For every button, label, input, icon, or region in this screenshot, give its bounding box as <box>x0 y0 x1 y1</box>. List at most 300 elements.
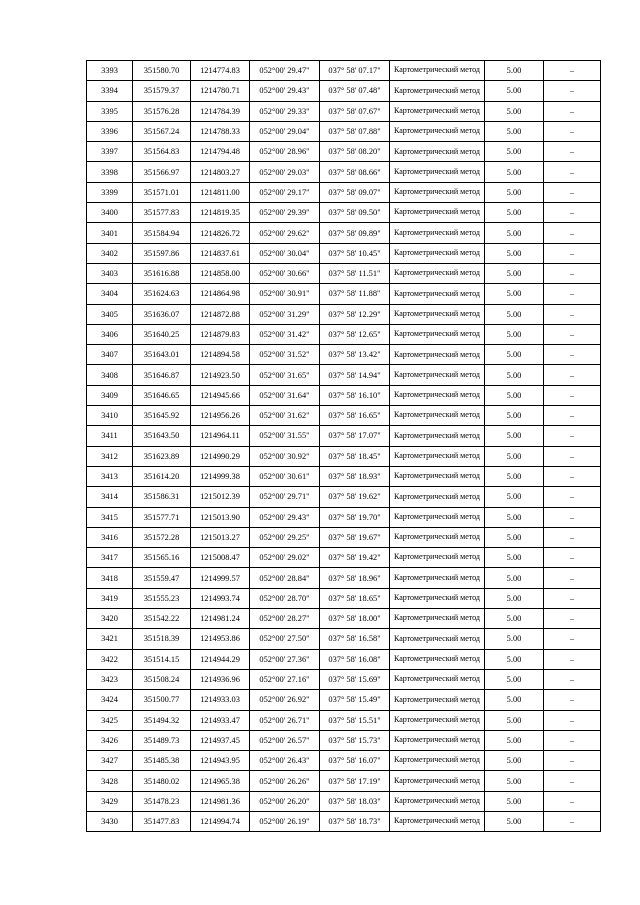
accuracy-cell: 5.00 <box>485 162 544 182</box>
table-row <box>87 304 601 324</box>
y-coordinate-cell: 1215013.27 <box>191 527 250 547</box>
accuracy-cell: 5.00 <box>485 304 544 324</box>
x-coordinate-cell: 351571.01 <box>133 182 191 202</box>
latitude-cell: 052°00' 29.43" <box>250 507 320 527</box>
longitude-cell: 037° 58' 07.67" <box>320 101 390 121</box>
x-coordinate-cell: 351597.86 <box>133 243 191 263</box>
y-coordinate-cell: 1214879.83 <box>191 324 250 344</box>
longitude-cell: 037° 58' 16.07" <box>320 751 390 771</box>
table-row <box>87 81 601 101</box>
note-cell: – <box>544 669 601 689</box>
latitude-cell: 052°00' 31.55" <box>250 426 320 446</box>
x-coordinate-cell: 351586.31 <box>133 487 191 507</box>
method-cell: Картометрический метод <box>390 263 485 283</box>
table-row <box>87 649 601 669</box>
latitude-cell: 052°00' 28.27" <box>250 609 320 629</box>
table-row <box>87 345 601 365</box>
latitude-cell: 052°00' 26.26" <box>250 771 320 791</box>
accuracy-cell: 5.00 <box>485 243 544 263</box>
accuracy-cell: 5.00 <box>485 609 544 629</box>
point-number-cell: 3396 <box>87 121 133 141</box>
accuracy-cell: 5.00 <box>485 263 544 283</box>
note-cell: – <box>544 548 601 568</box>
note-cell: – <box>544 527 601 547</box>
y-coordinate-cell: 1214933.47 <box>191 710 250 730</box>
longitude-cell: 037° 58' 17.07" <box>320 426 390 446</box>
note-cell: – <box>544 385 601 405</box>
x-coordinate-cell: 351508.24 <box>133 669 191 689</box>
y-coordinate-cell: 1214999.57 <box>191 568 250 588</box>
x-coordinate-cell: 351614.20 <box>133 466 191 486</box>
table-row <box>87 142 601 162</box>
note-cell: – <box>544 101 601 121</box>
point-number-cell: 3429 <box>87 791 133 811</box>
table-row <box>87 263 601 283</box>
y-coordinate-cell: 1214794.48 <box>191 142 250 162</box>
point-number-cell: 3394 <box>87 81 133 101</box>
y-coordinate-cell: 1214936.96 <box>191 669 250 689</box>
accuracy-cell: 5.00 <box>485 121 544 141</box>
x-coordinate-cell: 351643.50 <box>133 426 191 446</box>
x-coordinate-cell: 351542.22 <box>133 609 191 629</box>
note-cell: – <box>544 629 601 649</box>
accuracy-cell: 5.00 <box>485 791 544 811</box>
note-cell: – <box>544 142 601 162</box>
note-cell: – <box>544 487 601 507</box>
note-cell: – <box>544 609 601 629</box>
note-cell: – <box>544 791 601 811</box>
note-cell: – <box>544 507 601 527</box>
longitude-cell: 037° 58' 09.50" <box>320 203 390 223</box>
method-cell: Картометрический метод <box>390 710 485 730</box>
table-row <box>87 182 601 202</box>
longitude-cell: 037° 58' 16.10" <box>320 385 390 405</box>
note-cell: – <box>544 345 601 365</box>
table-row <box>87 426 601 446</box>
longitude-cell: 037° 58' 12.29" <box>320 304 390 324</box>
latitude-cell: 052°00' 26.92" <box>250 690 320 710</box>
y-coordinate-cell: 1214837.61 <box>191 243 250 263</box>
table-row <box>87 243 601 263</box>
table-row <box>87 365 601 385</box>
note-cell: – <box>544 588 601 608</box>
note-cell: – <box>544 466 601 486</box>
latitude-cell: 052°00' 27.50" <box>250 629 320 649</box>
method-cell: Картометрический метод <box>390 487 485 507</box>
latitude-cell: 052°00' 27.16" <box>250 669 320 689</box>
accuracy-cell: 5.00 <box>485 101 544 121</box>
x-coordinate-cell: 351485.38 <box>133 751 191 771</box>
y-coordinate-cell: 1214788.33 <box>191 121 250 141</box>
table-row <box>87 588 601 608</box>
longitude-cell: 037° 58' 15.51" <box>320 710 390 730</box>
point-number-cell: 3424 <box>87 690 133 710</box>
longitude-cell: 037° 58' 15.49" <box>320 690 390 710</box>
method-cell: Картометрический метод <box>390 243 485 263</box>
accuracy-cell: 5.00 <box>485 324 544 344</box>
latitude-cell: 052°00' 27.36" <box>250 649 320 669</box>
accuracy-cell: 5.00 <box>485 203 544 223</box>
table-row <box>87 487 601 507</box>
note-cell: – <box>544 121 601 141</box>
y-coordinate-cell: 1214826.72 <box>191 223 250 243</box>
longitude-cell: 037° 58' 18.03" <box>320 791 390 811</box>
y-coordinate-cell: 1215013.90 <box>191 507 250 527</box>
y-coordinate-cell: 1214999.38 <box>191 466 250 486</box>
y-coordinate-cell: 1214780.71 <box>191 81 250 101</box>
table-body <box>87 61 601 832</box>
point-number-cell: 3414 <box>87 487 133 507</box>
accuracy-cell: 5.00 <box>485 548 544 568</box>
table-row <box>87 466 601 486</box>
point-number-cell: 3419 <box>87 588 133 608</box>
table-row <box>87 385 601 405</box>
accuracy-cell: 5.00 <box>485 81 544 101</box>
longitude-cell: 037° 58' 15.69" <box>320 669 390 689</box>
latitude-cell: 052°00' 29.43" <box>250 81 320 101</box>
accuracy-cell: 5.00 <box>485 527 544 547</box>
note-cell: – <box>544 223 601 243</box>
x-coordinate-cell: 351478.23 <box>133 791 191 811</box>
method-cell: Картометрический метод <box>390 121 485 141</box>
x-coordinate-cell: 351565.16 <box>133 548 191 568</box>
note-cell: – <box>544 243 601 263</box>
x-coordinate-cell: 351577.83 <box>133 203 191 223</box>
table-row <box>87 548 601 568</box>
point-number-cell: 3397 <box>87 142 133 162</box>
longitude-cell: 037° 58' 18.96" <box>320 568 390 588</box>
point-number-cell: 3407 <box>87 345 133 365</box>
method-cell: Картометрический метод <box>390 162 485 182</box>
table-row <box>87 121 601 141</box>
coordinates-table <box>86 60 601 832</box>
x-coordinate-cell: 351564.83 <box>133 142 191 162</box>
accuracy-cell: 5.00 <box>485 669 544 689</box>
note-cell: – <box>544 203 601 223</box>
accuracy-cell: 5.00 <box>485 426 544 446</box>
point-number-cell: 3406 <box>87 324 133 344</box>
point-number-cell: 3393 <box>87 61 133 81</box>
longitude-cell: 037° 58' 13.42" <box>320 345 390 365</box>
x-coordinate-cell: 351624.63 <box>133 284 191 304</box>
latitude-cell: 052°00' 28.70" <box>250 588 320 608</box>
y-coordinate-cell: 1214990.29 <box>191 446 250 466</box>
y-coordinate-cell: 1214872.88 <box>191 304 250 324</box>
longitude-cell: 037° 58' 11.51" <box>320 263 390 283</box>
method-cell: Картометрический метод <box>390 182 485 202</box>
y-coordinate-cell: 1214964.11 <box>191 426 250 446</box>
longitude-cell: 037° 58' 19.67" <box>320 527 390 547</box>
y-coordinate-cell: 1215008.47 <box>191 548 250 568</box>
y-coordinate-cell: 1214953.86 <box>191 629 250 649</box>
y-coordinate-cell: 1214803.27 <box>191 162 250 182</box>
method-cell: Картометрический метод <box>390 811 485 831</box>
point-number-cell: 3401 <box>87 223 133 243</box>
accuracy-cell: 5.00 <box>485 771 544 791</box>
x-coordinate-cell: 351623.89 <box>133 446 191 466</box>
table-row <box>87 101 601 121</box>
point-number-cell: 3400 <box>87 203 133 223</box>
note-cell: – <box>544 446 601 466</box>
longitude-cell: 037° 58' 07.17" <box>320 61 390 81</box>
point-number-cell: 3418 <box>87 568 133 588</box>
latitude-cell: 052°00' 29.62" <box>250 223 320 243</box>
point-number-cell: 3425 <box>87 710 133 730</box>
method-cell: Картометрический метод <box>390 751 485 771</box>
method-cell: Картометрический метод <box>390 61 485 81</box>
y-coordinate-cell: 1214819.35 <box>191 203 250 223</box>
y-coordinate-cell: 1214944.29 <box>191 649 250 669</box>
table-row <box>87 446 601 466</box>
note-cell: – <box>544 811 601 831</box>
point-number-cell: 3428 <box>87 771 133 791</box>
y-coordinate-cell: 1214894.58 <box>191 345 250 365</box>
method-cell: Картометрический метод <box>390 548 485 568</box>
latitude-cell: 052°00' 31.52" <box>250 345 320 365</box>
latitude-cell: 052°00' 30.92" <box>250 446 320 466</box>
longitude-cell: 037° 58' 14.94" <box>320 365 390 385</box>
point-number-cell: 3395 <box>87 101 133 121</box>
x-coordinate-cell: 351584.94 <box>133 223 191 243</box>
latitude-cell: 052°00' 29.71" <box>250 487 320 507</box>
method-cell: Картометрический метод <box>390 446 485 466</box>
note-cell: – <box>544 182 601 202</box>
method-cell: Картометрический метод <box>390 669 485 689</box>
x-coordinate-cell: 351616.88 <box>133 263 191 283</box>
accuracy-cell: 5.00 <box>485 649 544 669</box>
y-coordinate-cell: 1214945.66 <box>191 385 250 405</box>
accuracy-cell: 5.00 <box>485 406 544 426</box>
point-number-cell: 3416 <box>87 527 133 547</box>
longitude-cell: 037° 58' 17.19" <box>320 771 390 791</box>
note-cell: – <box>544 649 601 669</box>
note-cell: – <box>544 284 601 304</box>
x-coordinate-cell: 351477.83 <box>133 811 191 831</box>
method-cell: Картометрический метод <box>390 324 485 344</box>
note-cell: – <box>544 568 601 588</box>
table-row <box>87 324 601 344</box>
method-cell: Картометрический метод <box>390 791 485 811</box>
y-coordinate-cell: 1214965.38 <box>191 771 250 791</box>
latitude-cell: 052°00' 31.65" <box>250 365 320 385</box>
method-cell: Картометрический метод <box>390 771 485 791</box>
point-number-cell: 3412 <box>87 446 133 466</box>
point-number-cell: 3420 <box>87 609 133 629</box>
point-number-cell: 3399 <box>87 182 133 202</box>
document-page <box>86 60 600 832</box>
latitude-cell: 052°00' 26.19" <box>250 811 320 831</box>
accuracy-cell: 5.00 <box>485 811 544 831</box>
note-cell: – <box>544 751 601 771</box>
note-cell: – <box>544 304 601 324</box>
point-number-cell: 3403 <box>87 263 133 283</box>
method-cell: Картометрический метод <box>390 629 485 649</box>
longitude-cell: 037° 58' 16.65" <box>320 406 390 426</box>
latitude-cell: 052°00' 26.57" <box>250 730 320 750</box>
x-coordinate-cell: 351646.65 <box>133 385 191 405</box>
method-cell: Картометрический метод <box>390 426 485 446</box>
longitude-cell: 037° 58' 18.00" <box>320 609 390 629</box>
longitude-cell: 037° 58' 18.45" <box>320 446 390 466</box>
point-number-cell: 3398 <box>87 162 133 182</box>
accuracy-cell: 5.00 <box>485 223 544 243</box>
x-coordinate-cell: 351489.73 <box>133 730 191 750</box>
method-cell: Картометрический метод <box>390 588 485 608</box>
y-coordinate-cell: 1214933.03 <box>191 690 250 710</box>
table-row <box>87 811 601 831</box>
longitude-cell: 037° 58' 19.70" <box>320 507 390 527</box>
latitude-cell: 052°00' 26.43" <box>250 751 320 771</box>
point-number-cell: 3405 <box>87 304 133 324</box>
x-coordinate-cell: 351580.70 <box>133 61 191 81</box>
x-coordinate-cell: 351643.01 <box>133 345 191 365</box>
accuracy-cell: 5.00 <box>485 507 544 527</box>
table-row <box>87 284 601 304</box>
method-cell: Картометрический метод <box>390 203 485 223</box>
table-row <box>87 710 601 730</box>
method-cell: Картометрический метод <box>390 304 485 324</box>
table-row <box>87 751 601 771</box>
y-coordinate-cell: 1214956.26 <box>191 406 250 426</box>
x-coordinate-cell: 351567.24 <box>133 121 191 141</box>
latitude-cell: 052°00' 28.84" <box>250 568 320 588</box>
latitude-cell: 052°00' 31.64" <box>250 385 320 405</box>
method-cell: Картометрический метод <box>390 223 485 243</box>
y-coordinate-cell: 1214993.74 <box>191 588 250 608</box>
longitude-cell: 037° 58' 11.88" <box>320 284 390 304</box>
method-cell: Картометрический метод <box>390 609 485 629</box>
longitude-cell: 037° 58' 09.07" <box>320 182 390 202</box>
y-coordinate-cell: 1214811.00 <box>191 182 250 202</box>
table-row <box>87 61 601 81</box>
accuracy-cell: 5.00 <box>485 345 544 365</box>
table-row <box>87 771 601 791</box>
longitude-cell: 037° 58' 09.89" <box>320 223 390 243</box>
method-cell: Картометрический метод <box>390 649 485 669</box>
latitude-cell: 052°00' 30.04" <box>250 243 320 263</box>
y-coordinate-cell: 1214937.45 <box>191 730 250 750</box>
y-coordinate-cell: 1215012.39 <box>191 487 250 507</box>
note-cell: – <box>544 730 601 750</box>
longitude-cell: 037° 58' 08.20" <box>320 142 390 162</box>
point-number-cell: 3411 <box>87 426 133 446</box>
point-number-cell: 3415 <box>87 507 133 527</box>
method-cell: Картометрический метод <box>390 345 485 365</box>
point-number-cell: 3430 <box>87 811 133 831</box>
table-row <box>87 203 601 223</box>
note-cell: – <box>544 426 601 446</box>
method-cell: Картометрический метод <box>390 507 485 527</box>
longitude-cell: 037° 58' 19.42" <box>320 548 390 568</box>
point-number-cell: 3410 <box>87 406 133 426</box>
x-coordinate-cell: 351645.92 <box>133 406 191 426</box>
point-number-cell: 3413 <box>87 466 133 486</box>
latitude-cell: 052°00' 31.62" <box>250 406 320 426</box>
accuracy-cell: 5.00 <box>485 751 544 771</box>
table-row <box>87 162 601 182</box>
latitude-cell: 052°00' 30.61" <box>250 466 320 486</box>
point-number-cell: 3402 <box>87 243 133 263</box>
method-cell: Картометрический метод <box>390 406 485 426</box>
point-number-cell: 3426 <box>87 730 133 750</box>
longitude-cell: 037° 58' 19.62" <box>320 487 390 507</box>
table-row <box>87 568 601 588</box>
longitude-cell: 037° 58' 07.88" <box>320 121 390 141</box>
longitude-cell: 037° 58' 08.66" <box>320 162 390 182</box>
y-coordinate-cell: 1214774.83 <box>191 61 250 81</box>
accuracy-cell: 5.00 <box>485 365 544 385</box>
latitude-cell: 052°00' 29.04" <box>250 121 320 141</box>
x-coordinate-cell: 351494.32 <box>133 710 191 730</box>
point-number-cell: 3404 <box>87 284 133 304</box>
method-cell: Картометрический метод <box>390 284 485 304</box>
point-number-cell: 3427 <box>87 751 133 771</box>
x-coordinate-cell: 351514.15 <box>133 649 191 669</box>
y-coordinate-cell: 1214943.95 <box>191 751 250 771</box>
x-coordinate-cell: 351577.71 <box>133 507 191 527</box>
y-coordinate-cell: 1214858.00 <box>191 263 250 283</box>
latitude-cell: 052°00' 29.47" <box>250 61 320 81</box>
point-number-cell: 3408 <box>87 365 133 385</box>
longitude-cell: 037° 58' 18.73" <box>320 811 390 831</box>
table-row <box>87 690 601 710</box>
latitude-cell: 052°00' 29.17" <box>250 182 320 202</box>
y-coordinate-cell: 1214864.98 <box>191 284 250 304</box>
note-cell: – <box>544 690 601 710</box>
table-row <box>87 791 601 811</box>
longitude-cell: 037° 58' 12.65" <box>320 324 390 344</box>
x-coordinate-cell: 351555.23 <box>133 588 191 608</box>
y-coordinate-cell: 1214994.74 <box>191 811 250 831</box>
method-cell: Картометрический метод <box>390 568 485 588</box>
longitude-cell: 037° 58' 16.08" <box>320 649 390 669</box>
accuracy-cell: 5.00 <box>485 710 544 730</box>
point-number-cell: 3423 <box>87 669 133 689</box>
latitude-cell: 052°00' 30.91" <box>250 284 320 304</box>
point-number-cell: 3422 <box>87 649 133 669</box>
method-cell: Картометрический метод <box>390 730 485 750</box>
x-coordinate-cell: 351636.07 <box>133 304 191 324</box>
accuracy-cell: 5.00 <box>485 629 544 649</box>
note-cell: – <box>544 324 601 344</box>
y-coordinate-cell: 1214981.36 <box>191 791 250 811</box>
latitude-cell: 052°00' 30.66" <box>250 263 320 283</box>
latitude-cell: 052°00' 28.96" <box>250 142 320 162</box>
accuracy-cell: 5.00 <box>485 446 544 466</box>
longitude-cell: 037° 58' 16.58" <box>320 629 390 649</box>
x-coordinate-cell: 351518.39 <box>133 629 191 649</box>
method-cell: Картометрический метод <box>390 527 485 547</box>
note-cell: – <box>544 365 601 385</box>
accuracy-cell: 5.00 <box>485 487 544 507</box>
method-cell: Картометрический метод <box>390 81 485 101</box>
method-cell: Картометрический метод <box>390 690 485 710</box>
longitude-cell: 037° 58' 18.93" <box>320 466 390 486</box>
method-cell: Картометрический метод <box>390 101 485 121</box>
accuracy-cell: 5.00 <box>485 385 544 405</box>
point-number-cell: 3417 <box>87 548 133 568</box>
accuracy-cell: 5.00 <box>485 142 544 162</box>
accuracy-cell: 5.00 <box>485 588 544 608</box>
accuracy-cell: 5.00 <box>485 61 544 81</box>
x-coordinate-cell: 351480.02 <box>133 771 191 791</box>
latitude-cell: 052°00' 31.29" <box>250 304 320 324</box>
table-row <box>87 629 601 649</box>
y-coordinate-cell: 1214981.24 <box>191 609 250 629</box>
accuracy-cell: 5.00 <box>485 182 544 202</box>
table-row <box>87 730 601 750</box>
point-number-cell: 3409 <box>87 385 133 405</box>
